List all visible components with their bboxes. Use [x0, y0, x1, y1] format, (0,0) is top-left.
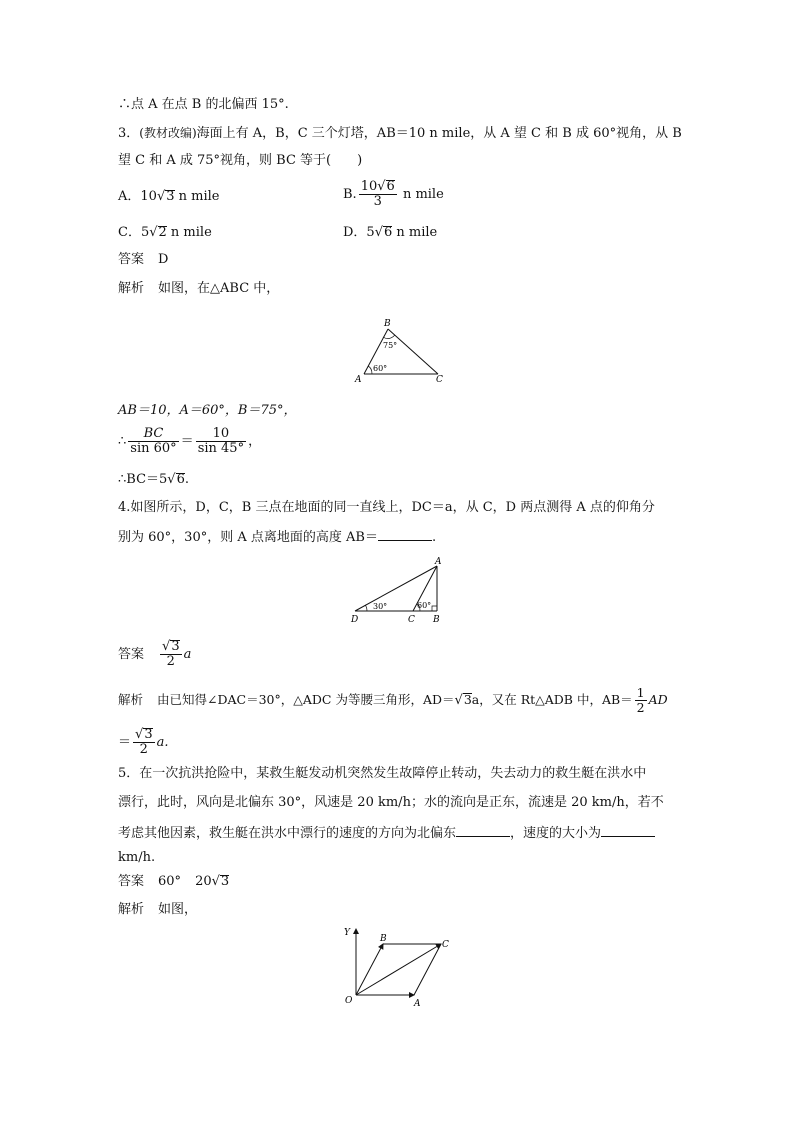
q3-angle-b-label: 75° [383, 341, 398, 350]
q3-optB-fraction: $\frac{10√6}{3}$ [360, 179, 395, 209]
q4-answer-line [118, 640, 191, 669]
q4-answer-den: 2 [166, 654, 175, 669]
q3-analysis-text: 如图，在△ABC 中， [158, 281, 280, 296]
q3-text-line2 [118, 153, 362, 169]
q3-optA-unit: n mile [174, 189, 220, 204]
q4-analysis-label: 解析 [118, 692, 144, 707]
q3-label-b: B [384, 319, 391, 329]
q5-text4: km/h. [118, 850, 156, 865]
q4-right-angle [432, 606, 437, 611]
q3-optA-radicand: 3 [166, 189, 175, 204]
q4-label-c: C [408, 615, 415, 625]
q4-analysis-line: 解析 由已知得∠DAC＝30°，△ADC 为等腰三角形，AD＝√3a，又在 Rt△ADB 中，AB＝ $\frac{1}{2}$ AD [118, 685, 668, 715]
q5-speed-blank[interactable] [601, 824, 655, 837]
q3-result-line: ∴BC＝5√6. [118, 472, 190, 487]
q3-optC-prefix: C．5 [118, 225, 150, 240]
q3-optB-prefix: B. [343, 187, 357, 202]
q4-text1: 4.如图所示，D，C，B 三点在地面的同一直线上，DC＝a，从 C，D 两点测得 A 点的仰角分 [118, 500, 655, 515]
q3-angle-a-label: 60° [373, 364, 388, 373]
q3-angle-a-arc [368, 366, 372, 374]
q5-answer-label: 答案 [118, 874, 145, 889]
q5-text-line3 [118, 824, 655, 842]
q4-analysis-fraction [635, 686, 647, 715]
q4-analysis-end: AD [648, 692, 668, 707]
q3-number: 3． [118, 126, 140, 141]
q5-text1: 5．在一次抗洪抢险中，某救生艇发动机突然发生故障停止转动，失去动力的救生艇在洪水中 [118, 766, 647, 781]
q4-text2-end: . [431, 530, 437, 545]
q4-label-a: A [435, 557, 442, 567]
q5-analysis-label: 解析 [118, 902, 145, 917]
q5-text2: 漂行，此时，风向是北偏东 30°，风速是 20 km/h；水的流向是正东，流速是 20 km/h，若不 [118, 795, 664, 810]
q3-eq-fraction2 [196, 427, 246, 456]
q3-optD-unit: n mile [392, 225, 438, 240]
q5-answer-value2-radicand: 3 [220, 874, 230, 889]
q4-label-d: D [351, 615, 359, 625]
q3-eq-den1: sin 60° [130, 441, 177, 456]
q5-vector-oc [356, 944, 441, 995]
q3-text2: 望 C 和 A 成 75°视角，则 BC 等于( ) [118, 153, 363, 168]
q4-angle-c-label: 60° [417, 601, 432, 610]
q3-given-line [118, 403, 297, 419]
q3-answer-line [118, 252, 168, 268]
q3-result-end: . [184, 472, 190, 487]
q4-answer-radicand: 3 [171, 639, 180, 654]
q5-text3-pre: 考虑其他因素，救生艇在洪水中漂行的速度的方向为北偏东 [118, 826, 457, 841]
q3-answer-value: D [158, 252, 169, 267]
q3-triangle-figure [350, 316, 450, 386]
q4-text-line1 [118, 500, 655, 516]
q3-eq-end: ， [248, 434, 262, 449]
q3-analysis-label: 解析 [118, 281, 145, 296]
q3-optB-den: 3 [373, 194, 382, 209]
q3-tag: (教材改编) [139, 126, 197, 140]
q5-answer-value2-prefix: 20 [195, 874, 212, 889]
q5-answer-value1: 60° [158, 874, 182, 889]
q3-answer-label: 答案 [118, 252, 145, 267]
conclusion-text: ∴点 A 在点 B 的北偏西 15°. [118, 97, 289, 112]
q3-option-d: D．5√6 n mile [343, 225, 438, 240]
q4-text2: 别为 60°，30°，则 A 点离地面的高度 AB＝ [118, 530, 378, 545]
q5-answer-line: 答案 60° 20√3 [118, 874, 230, 889]
q4-label-b: B [433, 615, 440, 625]
q3-label-a: A [355, 375, 362, 385]
q3-eq-den2: sin 45° [197, 441, 245, 456]
q3-eq-num2: 10 [196, 427, 246, 442]
q3-text-line1 [118, 125, 682, 142]
q3-result-radicand: 6 [176, 472, 185, 487]
q4-cont-end: a. [156, 735, 169, 750]
q3-optD-radicand: 6 [384, 225, 393, 240]
q3-option-c: C．5√2 n mile [118, 225, 212, 240]
q3-optD-prefix: D．5 [343, 225, 375, 240]
q3-eq-equals: ＝ [180, 434, 194, 449]
q5-text-line2 [118, 795, 664, 811]
q4-cont-equals: ＝ [118, 735, 132, 750]
q5-text-line4 [118, 850, 155, 866]
q3-result-prefix: ∴BC＝5 [118, 472, 168, 487]
q5-text-line1 [118, 766, 646, 782]
q4-analysis-text2: a，又在 Rt△ADB 中，AB＝ [471, 692, 633, 707]
q3-given-text: AB＝10，A＝60°，B＝75°， [118, 403, 297, 418]
q3-optB-unit: n mile [398, 187, 444, 202]
q4-continuation-line [118, 728, 168, 757]
q3-optA-prefix: A．10 [118, 189, 157, 204]
q5-label-b: B [380, 934, 387, 944]
q3-optB-num: 10 [360, 179, 378, 194]
q5-label-o: O [345, 996, 353, 1006]
q4-answer-fraction: $\frac{√3}{2}$ [162, 639, 180, 669]
q4-answer-blank[interactable] [378, 528, 432, 541]
q3-analysis-line [118, 281, 279, 297]
q4-text-line2 [118, 528, 436, 546]
q3-side-bc [388, 329, 438, 374]
q5-vector-figure [338, 922, 458, 1007]
q4-analysis-text: 由已知得∠DAC＝30°，△ADC 为等腰三角形，AD＝ [157, 692, 455, 707]
q3-optC-unit: n mile [166, 225, 212, 240]
q4-figure [345, 556, 450, 626]
q3-optB-radicand: 6 [386, 179, 395, 194]
q3-equation-line [118, 427, 261, 456]
q4-analysis-frac-den: 2 [636, 700, 645, 715]
q5-label-y: Y [344, 928, 350, 938]
q5-label-c: C [442, 940, 449, 950]
q5-direction-blank[interactable] [456, 824, 510, 837]
q4-cont-den: 2 [139, 742, 148, 757]
q4-analysis-radicand: 3 [463, 692, 472, 707]
q5-analysis-text: 如图， [158, 902, 198, 917]
q3-option-a: A．10√3 n mile [118, 189, 220, 204]
q3-optC-radicand: 2 [158, 225, 167, 240]
q4-answer-var: a [183, 647, 192, 662]
q4-answer-label: 答案 [118, 647, 145, 662]
q3-option-b [343, 180, 444, 209]
q3-eq-num1: BC [128, 427, 178, 442]
q4-cont-radicand: 3 [144, 727, 153, 742]
q4-angle-d-label: 30° [373, 602, 388, 611]
q4-analysis-frac-num: 1 [636, 685, 645, 700]
q5-text3-mid: ，速度的大小为 [510, 826, 602, 841]
conclusion-line [118, 97, 289, 113]
q3-eq-therefore: ∴ [118, 434, 127, 449]
q4-cont-fraction: $\frac{√3}{2}$ [135, 727, 153, 757]
q3-label-c: C [436, 375, 443, 385]
q3-eq-fraction1 [128, 427, 178, 456]
q5-analysis-line [118, 902, 197, 918]
q3-text1: 海面上有 A，B，C 三个灯塔，AB＝10 n mile，从 A 望 C 和 B 成 60°视角，从 B [196, 126, 682, 141]
q5-label-a: A [414, 999, 421, 1007]
